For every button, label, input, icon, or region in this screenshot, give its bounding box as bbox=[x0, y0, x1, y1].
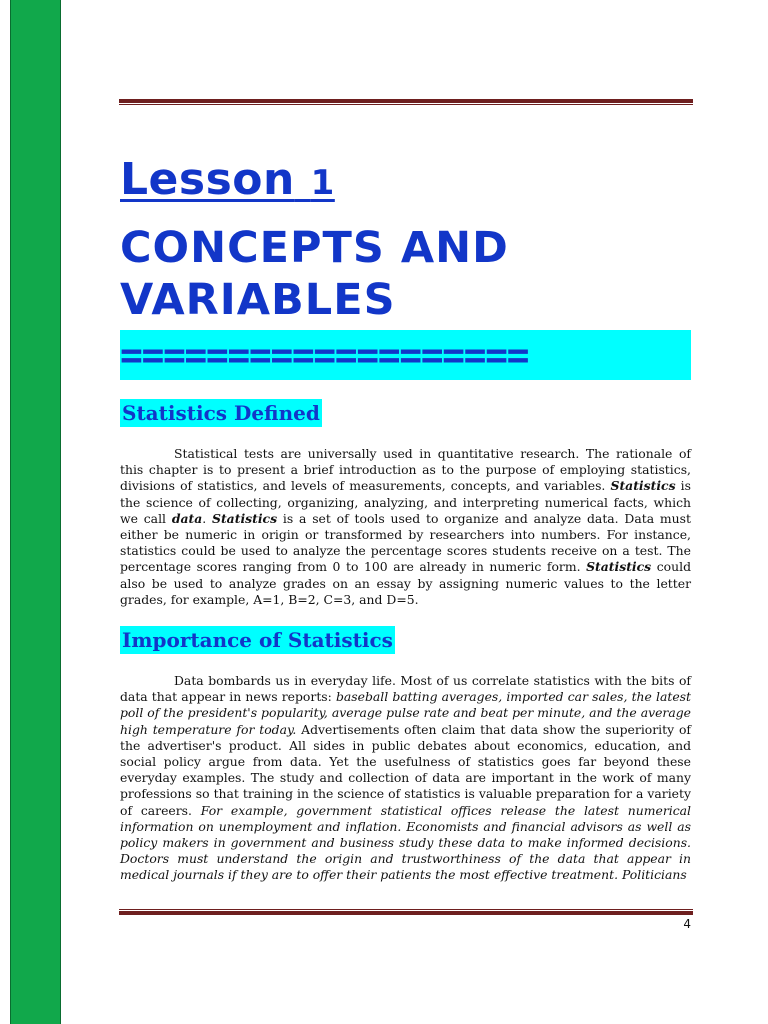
title-line-1: CONCEPTS AND bbox=[120, 223, 509, 273]
section-heading-statistics-defined: Statistics Defined bbox=[122, 401, 320, 425]
lesson-label: Lesson 1 bbox=[120, 154, 335, 205]
side-color-bar bbox=[10, 0, 61, 1024]
paragraph-importance-of-statistics: Data bombards us in everyday life. Most of us correlate statistics with the bits of data that appear in news reports: baseball batting averages, imported car sales, the latest poll of the president's popularity, average pulse rate and beat per minute, and the average high temperature for today. Advertisements often claim that data show the superiority of the advertiser's product. All sides in public debates about economics, education, and social policy argue from data. Yet the usefulness of statistics goes far beyond these everyday examples. The study and collection of data are important in the work of many professions so that training in the science of statistics is valuable preparation for a variety of careers. For example, government statistical offices release the latest numerical information on unemployment and inflation. Economists and financial advisors as well as policy makers in government and business study these data to make informed decisions. Doctors must understand the origin and trustworthiness of the data that appear in medical journals if they are to offer their patients the most effective treatment. Politicians bbox=[120, 673, 691, 883]
divider-band: =================== bbox=[120, 330, 691, 380]
section-heading-importance-of-statistics: Importance of Statistics bbox=[122, 628, 393, 652]
title-line-2: VARIABLES bbox=[120, 275, 396, 325]
page-title bbox=[120, 222, 720, 326]
page-number: 4 bbox=[683, 917, 691, 931]
top-rule bbox=[119, 99, 693, 105]
bottom-rule bbox=[119, 909, 693, 915]
paragraph-statistics-defined: Statistical tests are universally used in quantitative research. The rationale of this chapter is to present a brief introduction as to the purpose of employing statistics, divisions of statistics, and levels of measurements, concepts, and variables. Statistics is the science of collecting, organizing, analyzing, and interpreting numerical facts, which we call data. Statistics is a set of tools used to organize and analyze data. Data must either be numeric in origin or transformed by researchers into numbers. For instance, statistics could be used to analyze the percentage scores students receive on a test. The percentage scores ranging from 0 to 100 are already in numeric form. Statistics could also be used to analyze grades on an essay by assigning numeric values to the letter grades, for example, A=1, B=2, C=3, and D=5. bbox=[120, 446, 692, 607]
